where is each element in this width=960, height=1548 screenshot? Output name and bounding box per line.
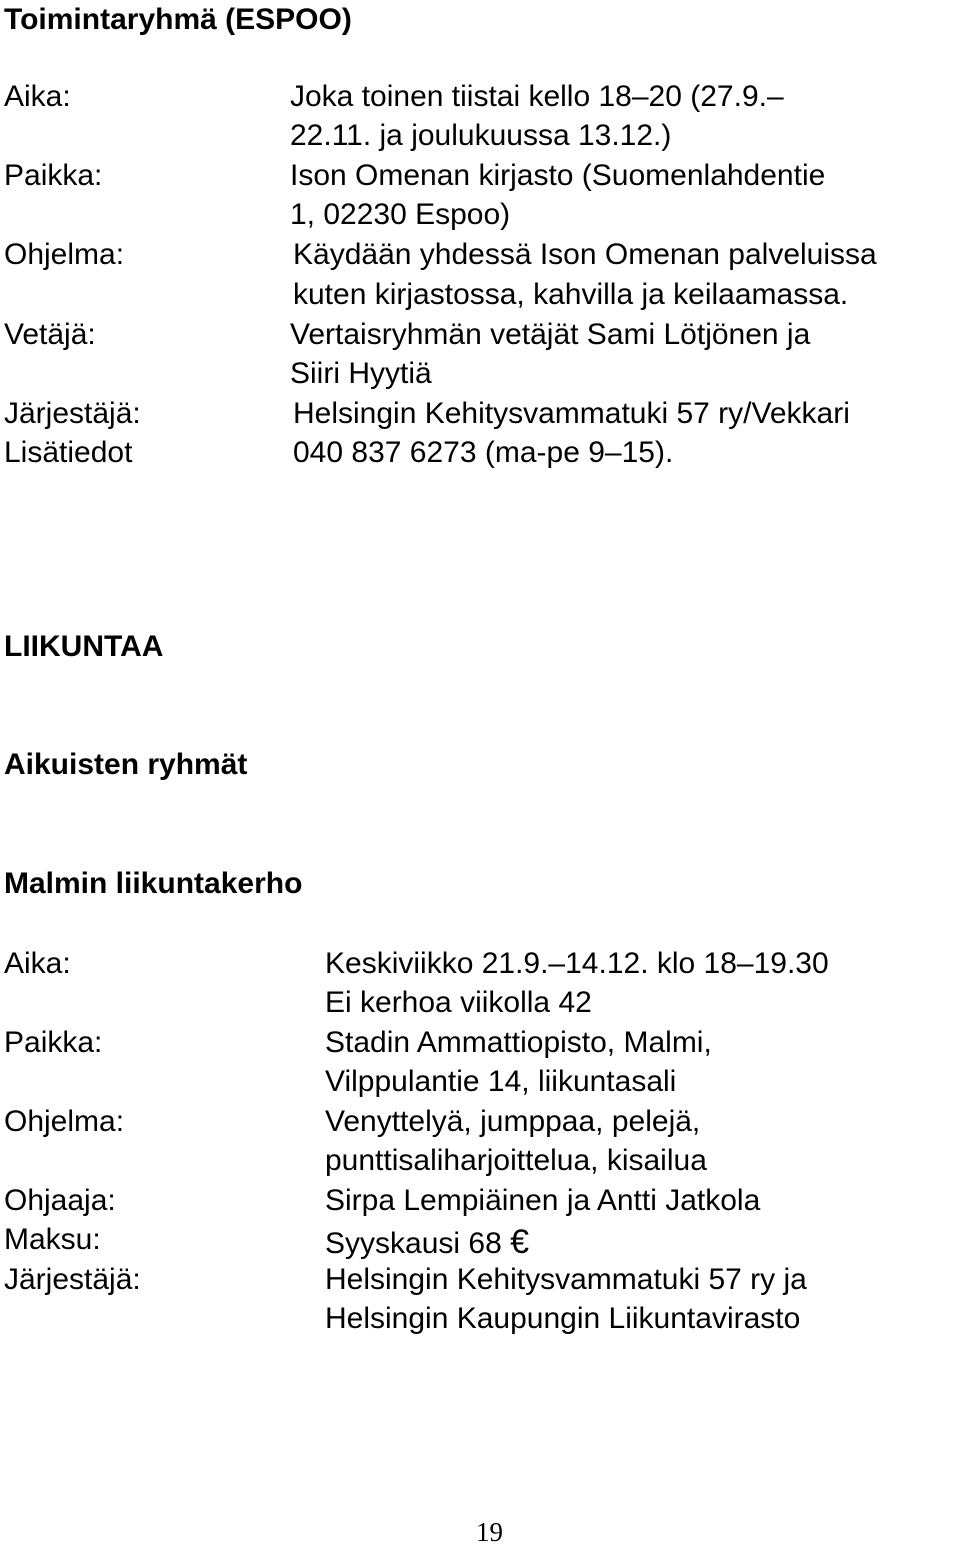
field-value-ohjelma: Käydään yhdessä Ison Omenan palveluissa (293, 238, 877, 271)
field-label-aika: Aika: (4, 947, 71, 980)
field-value-jarjestaja-cont: Helsingin Kaupungin Liikuntavirasto (325, 1302, 801, 1335)
field-label-paikka: Paikka: (4, 1026, 103, 1059)
field-label-ohjelma: Ohjelma: (4, 238, 125, 271)
field-value-vetaja: Vertaisryhmän vetäjät Sami Lötjönen ja (290, 318, 811, 351)
field-value-vetaja-cont: Siiri Hyytiä (290, 357, 432, 390)
field-value-aika-cont: Ei kerhoa viikolla 42 (325, 986, 592, 1019)
field-value-jarjestaja: Helsingin Kehitysvammatuki 57 ry ja (325, 1263, 807, 1296)
maksu-amount: Syyskausi 68 (325, 1227, 502, 1260)
field-value-ohjelma-cont: kuten kirjastossa, kahvilla ja keilaamassa. (293, 278, 849, 311)
field-value-ohjaaja: Sirpa Lempiäinen ja Antti Jatkola (325, 1184, 761, 1217)
page-number: 19 (476, 1517, 503, 1547)
field-label-maksu: Maksu: (4, 1223, 101, 1256)
section-title: LIIKUNTAA (4, 630, 164, 663)
field-label-ohjaaja: Ohjaaja: (4, 1184, 116, 1217)
field-value-paikka: Stadin Ammattiopisto, Malmi, (325, 1026, 712, 1059)
field-value-paikka-cont: Vilppulantie 14, liikuntasali (325, 1065, 677, 1098)
field-value-ohjelma: Venyttelyä, jumppaa, pelejä, (325, 1105, 701, 1138)
subsection-title: Aikuisten ryhmät (4, 748, 248, 781)
field-value-jarjestaja: Helsingin Kehitysvammatuki 57 ry/Vekkari (293, 397, 850, 430)
field-value-maksu (325, 1225, 529, 1259)
field-value-aika: Joka toinen tiistai kello 18–20 (27.9.– (290, 80, 784, 113)
field-value-lisatiedot: 040 837 6273 (ma-pe 9–15). (293, 436, 674, 469)
field-value-paikka-cont: 1, 02230 Espoo) (290, 198, 511, 231)
field-label-lisatiedot: Lisätiedot (4, 436, 133, 469)
group-title-espoo: Toimintaryhmä (ESPOO) (4, 3, 352, 36)
field-value-ohjelma-cont: punttisaliharjoittelua, kisailua (325, 1144, 707, 1177)
field-label-vetaja: Vetäjä: (4, 318, 96, 351)
field-label-jarjestaja: Järjestäjä: (4, 397, 141, 430)
field-label-ohjelma: Ohjelma: (4, 1105, 125, 1138)
field-value-aika: Keskiviikko 21.9.–14.12. klo 18–19.30 (325, 947, 829, 980)
euro-icon: € (510, 1223, 530, 1261)
group-title-malmi: Malmin liikuntakerho (4, 867, 303, 900)
field-label-aika: Aika: (4, 80, 71, 113)
field-value-paikka: Ison Omenan kirjasto (Suomenlahdentie (290, 159, 826, 192)
field-label-jarjestaja: Järjestäjä: (4, 1263, 141, 1296)
field-label-paikka: Paikka: (4, 159, 103, 192)
field-value-aika-cont: 22.11. ja joulukuussa 13.12.) (290, 119, 672, 152)
